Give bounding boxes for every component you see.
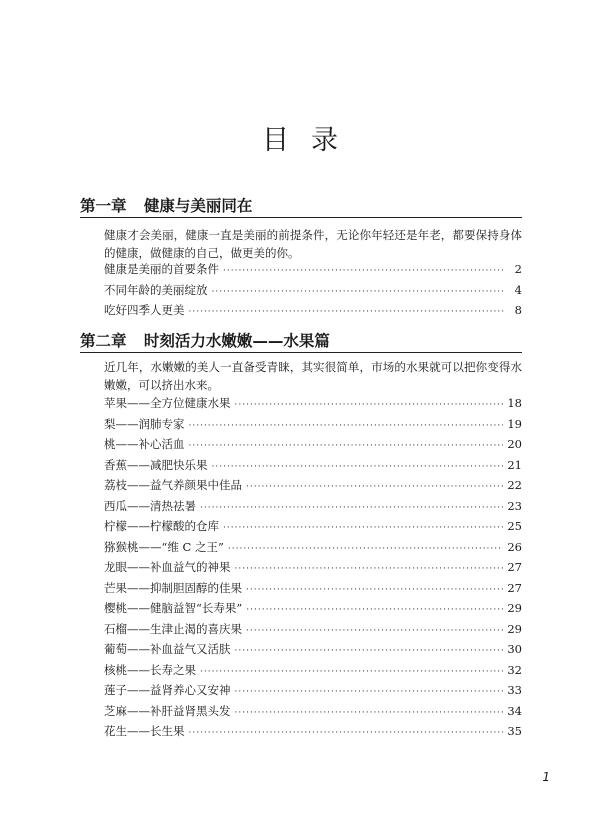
toc-entry-page: 8	[514, 303, 522, 317]
chapter-2-rule	[80, 352, 522, 353]
leader-dots	[246, 585, 503, 595]
toc-entry[interactable]	[104, 457, 522, 478]
chapter-2-intro: 近几年，水嫩嫩的美人一直备受青睐，其实很简单，市场的水果就可以把你变得水嫩嫩，可以挤出水来。	[104, 360, 522, 392]
toc-entry-page: 19	[507, 416, 522, 431]
toc-entry-label: 桃——补心活血	[104, 437, 185, 451]
toc-entry-label: 柠檬——柠檬酸的仓库	[104, 519, 219, 533]
toc-entry[interactable]	[104, 682, 522, 703]
toc-entry-page: 18	[507, 396, 522, 410]
toc-entry[interactable]	[104, 436, 522, 457]
toc-entry-page: 29	[507, 601, 522, 615]
toc-entry[interactable]	[104, 559, 522, 580]
toc-entry[interactable]	[104, 395, 522, 416]
toc-entry-label: 健康是美丽的首要条件	[104, 262, 219, 276]
leader-dots	[235, 708, 504, 718]
toc-entry[interactable]	[104, 600, 522, 621]
page-number: 1	[542, 770, 550, 784]
toc-entry[interactable]	[104, 261, 522, 282]
chapter-2-number: 第二章	[80, 332, 127, 350]
toc-entry[interactable]	[104, 662, 522, 683]
toc-entry[interactable]	[104, 416, 522, 437]
toc-entry-page: 4	[514, 282, 522, 297]
toc-entry[interactable]	[104, 539, 522, 560]
leader-dots	[212, 462, 504, 472]
toc-entry-label: 猕猴桃——“维 C 之王”	[104, 539, 224, 554]
toc-entry-label: 花生——长生果	[104, 724, 185, 738]
toc-entry-page: 2	[514, 262, 522, 276]
toc-entry-page: 27	[507, 580, 522, 595]
chapter-1-title: 健康与美丽同在	[143, 197, 253, 215]
leader-dots	[200, 667, 503, 677]
toc-entry-page: 20	[507, 437, 522, 451]
toc-entry-label: 芝麻——补肝益肾黑头发	[104, 703, 231, 718]
toc-entry-page: 22	[507, 478, 522, 492]
toc-entry-label: 吃好四季人更美	[104, 303, 185, 317]
toc-entry-label: 莲子——益肾养心又安神	[104, 683, 231, 697]
leader-dots	[189, 441, 504, 451]
toc-entry-label: 葡萄——补血益气又活肤	[104, 642, 231, 656]
toc-entry-page: 32	[507, 662, 522, 677]
toc-entry-page: 35	[507, 724, 522, 738]
toc-entry[interactable]	[104, 498, 522, 519]
toc-entry-page: 30	[507, 642, 522, 656]
leader-dots	[228, 544, 503, 554]
toc-entry-page: 21	[507, 457, 522, 472]
leader-dots	[235, 687, 504, 697]
toc-entry[interactable]	[104, 621, 522, 642]
leader-dots	[235, 646, 504, 656]
toc-entry-page: 33	[507, 683, 522, 697]
toc-entry[interactable]	[104, 723, 522, 744]
toc-entry-page: 25	[507, 519, 522, 533]
toc-entry-label: 荔枝——益气养颜果中佳品	[104, 478, 242, 492]
toc-entry-page: 23	[507, 498, 522, 513]
leader-dots	[246, 482, 503, 492]
leader-dots	[223, 266, 504, 276]
toc-entry-label: 西瓜——清热祛暑	[104, 498, 196, 513]
toc-entry[interactable]	[104, 580, 522, 601]
toc-entry-page: 27	[507, 560, 522, 574]
chapter-2-heading	[80, 329, 522, 351]
leader-dots	[223, 523, 503, 533]
leader-dots	[246, 605, 503, 615]
toc-entry-label: 香蕉——减肥快乐果	[104, 457, 208, 472]
toc-entry-label: 核桃——长寿之果	[104, 662, 196, 677]
chapter-1-intro: 健康才会美丽，健康一直是美丽的前提条件，无论你年轻还是年老，都要保持身体的健康，做健康的自己，做更美的你。	[104, 228, 522, 260]
leader-dots	[189, 307, 505, 317]
leader-dots	[212, 287, 505, 297]
toc-entry[interactable]	[104, 477, 522, 498]
leader-dots	[189, 421, 504, 431]
page-title: 目录	[262, 125, 360, 156]
toc-entry-label: 芒果——抑制胆固醇的佳果	[104, 580, 242, 595]
toc-entry[interactable]	[104, 518, 522, 539]
toc-entry[interactable]	[104, 703, 522, 724]
chapter-1-number: 第一章	[80, 197, 127, 215]
chapter-1-toc	[104, 261, 522, 323]
leader-dots	[246, 626, 503, 636]
toc-entry-label: 不同年龄的美丽绽放	[104, 282, 208, 297]
leader-dots	[235, 400, 504, 410]
toc-entry-label: 苹果——全方位健康水果	[104, 396, 231, 410]
toc-entry[interactable]	[104, 302, 522, 323]
leader-dots	[200, 503, 503, 513]
toc-entry-page: 29	[507, 621, 522, 636]
leader-dots	[235, 564, 504, 574]
chapter-2-title: 时刻活力水嫩嫩——水果篇	[143, 332, 330, 350]
toc-entry-label: 石榴——生津止渴的喜庆果	[104, 621, 242, 636]
chapter-2-toc	[104, 395, 522, 744]
toc-entry[interactable]	[104, 641, 522, 662]
toc-entry-page: 26	[507, 539, 522, 554]
chapter-1-heading	[80, 194, 522, 216]
toc-entry-label: 樱桃——健脑益智“长寿果”	[104, 601, 243, 615]
toc-entry-page: 34	[507, 703, 522, 718]
leader-dots	[189, 728, 504, 738]
chapter-1-rule	[80, 217, 522, 218]
toc-entry-label: 梨——润肺专家	[104, 416, 185, 431]
toc-entry-label: 龙眼——补血益气的神果	[104, 560, 231, 574]
toc-entry[interactable]	[104, 282, 522, 303]
